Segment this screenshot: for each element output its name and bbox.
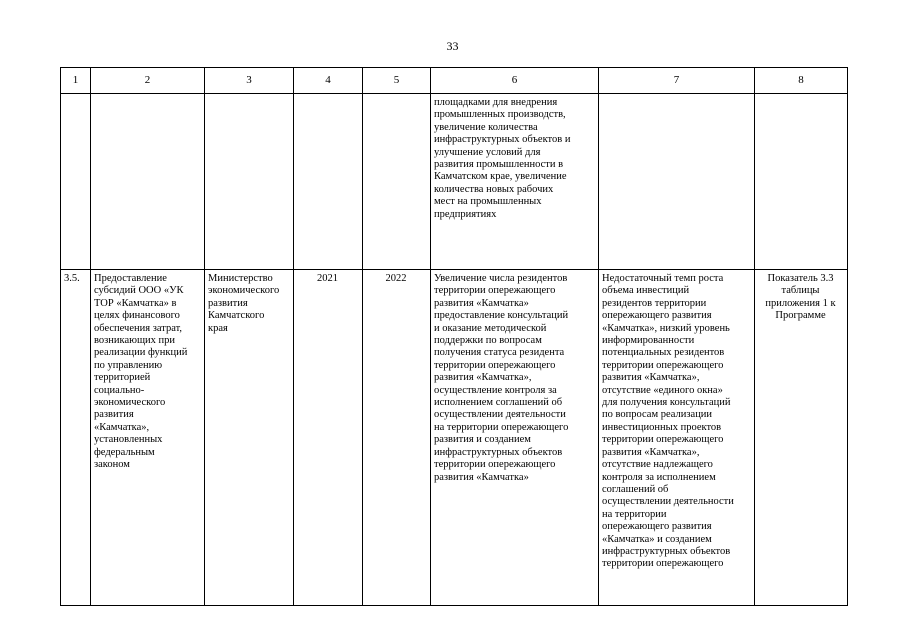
measure-name-cell — [91, 94, 205, 270]
column-header: 5 — [363, 68, 431, 94]
column-header: 8 — [755, 68, 848, 94]
column-header: 7 — [599, 68, 755, 94]
program-table — [60, 67, 848, 606]
table-row — [61, 270, 848, 606]
column-header: 4 — [294, 68, 363, 94]
end-year-cell: 2022 — [363, 270, 431, 606]
expected-result-cell: площадками для внедрения промышленных производств, увеличение количества инфраструктурных объектов и улучшение условий для развития промышленности в Камчатском крае, увеличение количества новых рабочих мест на промышленных предприятиях — [431, 94, 599, 270]
header-row — [61, 68, 848, 94]
indicator-link-cell: Показатель 3.3 таблицы приложения 1 к Программе — [755, 270, 848, 606]
consequences-cell — [599, 94, 755, 270]
executor-cell: Министерство экономического развития Камчатского края — [205, 270, 294, 606]
start-year-cell: 2021 — [294, 270, 363, 606]
column-header: 1 — [61, 68, 91, 94]
table-row — [61, 94, 848, 270]
column-header: 3 — [205, 68, 294, 94]
consequences-cell: Недостаточный темп роста объема инвестиций резидентов территории опережающего развития «Камчатка», низкий уровень информированности потенциальных резидентов территории опережающего развития «Камчатка», отсутствие «единого окна» для получения консультаций по вопросам реализации инвестиционных проектов территории опережающего развития «Камчатка», отсутствие надлежащего контроля за исполнением соглашений об осуществлении деятельности на территории опережающего развития «Камчатка» и созданием инфраструктурных объектов территории опережающего — [599, 270, 755, 606]
start-year-cell — [294, 94, 363, 270]
end-year-cell — [363, 94, 431, 270]
executor-cell — [205, 94, 294, 270]
row-number-cell: 3.5. — [61, 270, 91, 606]
measure-name-cell: Предоставление субсидий ООО «УК ТОР «Камчатка» в целях финансового обеспечения затрат, возникающих при реализации функций по управлению территорией социально- экономического развития «Камчатка», установленных федеральным законом — [91, 270, 205, 606]
page-number: 33 — [446, 39, 459, 53]
row-number-cell — [61, 94, 91, 270]
indicator-link-cell — [755, 94, 848, 270]
expected-result-cell: Увеличение числа резидентов территории опережающего развития «Камчатка» предоставление консультаций и оказание методической поддержки по вопросам получения статуса резидента территории опережающего развития «Камчатка», осуществление контроля за исполнением соглашений об осуществлении деятельности на территории опережающего развития и созданием инфраструктурных объектов территории опережающего развития «Камчатка» — [431, 270, 599, 606]
column-header: 6 — [431, 68, 599, 94]
column-header: 2 — [91, 68, 205, 94]
